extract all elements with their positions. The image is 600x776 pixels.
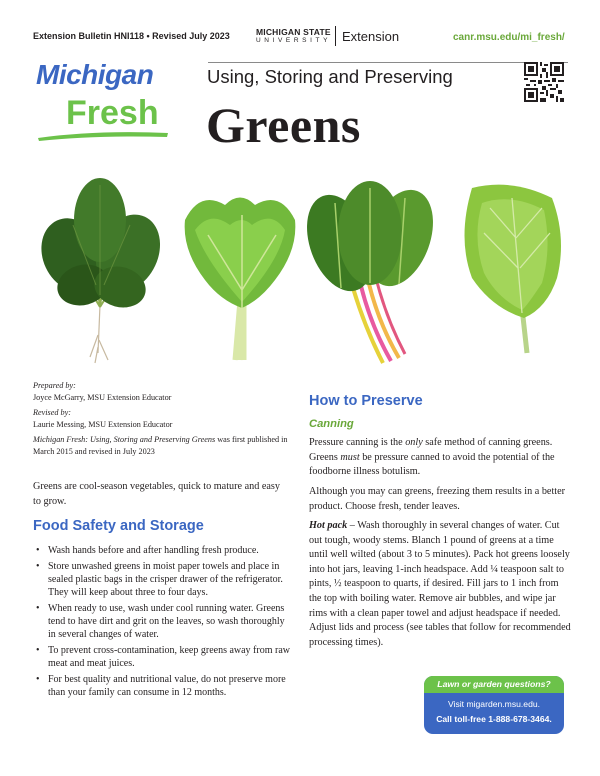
page-subtitle: Using, Storing and Preserving: [207, 66, 453, 87]
publication-note: [33, 434, 293, 457]
mustard-greens-image: [180, 190, 300, 365]
logo-divider: [335, 26, 336, 46]
canning-subheading: Canning: [309, 418, 354, 430]
spinach-image: [38, 175, 163, 365]
food-safety-heading: Food Safety and Storage: [33, 518, 204, 534]
how-to-preserve-heading: How to Preserve: [309, 393, 423, 409]
text-span: – Wash thoroughly in several changes of water. Cut out tough, woody stems. Blanch 1 pound of greens at a time until well wilted (about 3 to 5 minutes). Pack hot greens loosely into hot jars, leaving 1-inch headspace. Add ¼ teaspoon salt to pints, ½ teaspoon to quarts, if desired. Fill jars to 1 inch from the top with boiling water. Remove air bubbles, and wipe jar rims with a clean paper towel and adjust headspace if needed. Adjust lids and process (see tables that follow for recommended processing times).: [309, 520, 571, 648]
text-span: Pressure canning is the: [309, 437, 406, 448]
header-rule: [208, 62, 568, 63]
brand-fresh: Fresh: [66, 94, 159, 132]
garden-help-callout[interactable]: [424, 676, 564, 734]
credits: [33, 380, 293, 457]
revised-label: Revised by:: [33, 408, 71, 417]
website-link[interactable]: canr.msu.edu/mi_fresh/: [453, 32, 565, 43]
text-span: be pressure canned to avoid the potential of the foodborne illness botulism.: [309, 451, 555, 478]
hot-pack-label: Hot pack: [309, 520, 348, 531]
list-item: • To prevent cross-contamination, keep greens away from raw meat and meat juices.: [33, 644, 291, 670]
food-safety-list: [33, 544, 291, 702]
revised-name: Laurie Messing, MSU Extension Educator: [33, 419, 173, 429]
msu-logo-line1: MICHIGAN STATE: [256, 27, 331, 37]
brand-michigan: Michigan: [36, 59, 154, 90]
swiss-chard-image: [305, 178, 435, 368]
msu-logo-line2: UNIVERSITY: [256, 36, 332, 44]
page-title: Greens: [206, 97, 361, 153]
list-item: • When ready to use, wash under cool running water. Greens tend to have dirt and grit on the leaves, so wash thoroughly in several changes of water.: [33, 602, 291, 641]
publication-title: Michigan Fresh: Using, Storing and Preserving Greens: [33, 435, 216, 444]
text-span: safe method of canning greens. Greens: [309, 437, 553, 463]
prepared-name: Joyce McGarry, MSU Extension Educator: [33, 392, 172, 402]
collard-greens-image: [452, 178, 567, 358]
canning-paragraph: [309, 436, 571, 480]
callout-phone[interactable]: Call toll-free 1-888-678-3464.: [436, 714, 552, 724]
callout-heading: Lawn or garden questions?: [437, 679, 551, 689]
freezing-paragraph: Although you may can greens, freezing them results in a better product. Choose fresh, tender leaves.: [309, 486, 566, 512]
emphasis-must: must: [340, 451, 360, 463]
publication-history: was first published in March 2015 and revised in July 2023: [33, 435, 288, 456]
msu-logo-extension: Extension: [342, 28, 400, 44]
qr-code[interactable]: [524, 62, 564, 102]
list-item: • Store unwashed greens in moist paper towels and place in sealed plastic bags in the crisper drawer of the refrigerator. They will keep about three to four days.: [33, 560, 291, 599]
msu-extension-logo: [256, 26, 399, 46]
list-item: • Wash hands before and after handling fresh produce.: [33, 544, 291, 557]
brand-swoosh: [36, 128, 170, 142]
callout-website[interactable]: Visit migarden.msu.edu.: [447, 699, 541, 709]
intro-text: Greens are cool-season vegetables, quick to mature and easy to grow.: [33, 481, 280, 507]
emphasis-only: only: [405, 437, 423, 448]
prepared-label: Prepared by:: [33, 381, 76, 390]
hot-pack-paragraph: [309, 519, 571, 650]
bulletin-number: Extension Bulletin HNI118 • Revised July 2023: [33, 31, 230, 41]
list-item: • For best quality and nutritional value, do not preserve more than your family can consume in 12 months.: [33, 673, 291, 699]
